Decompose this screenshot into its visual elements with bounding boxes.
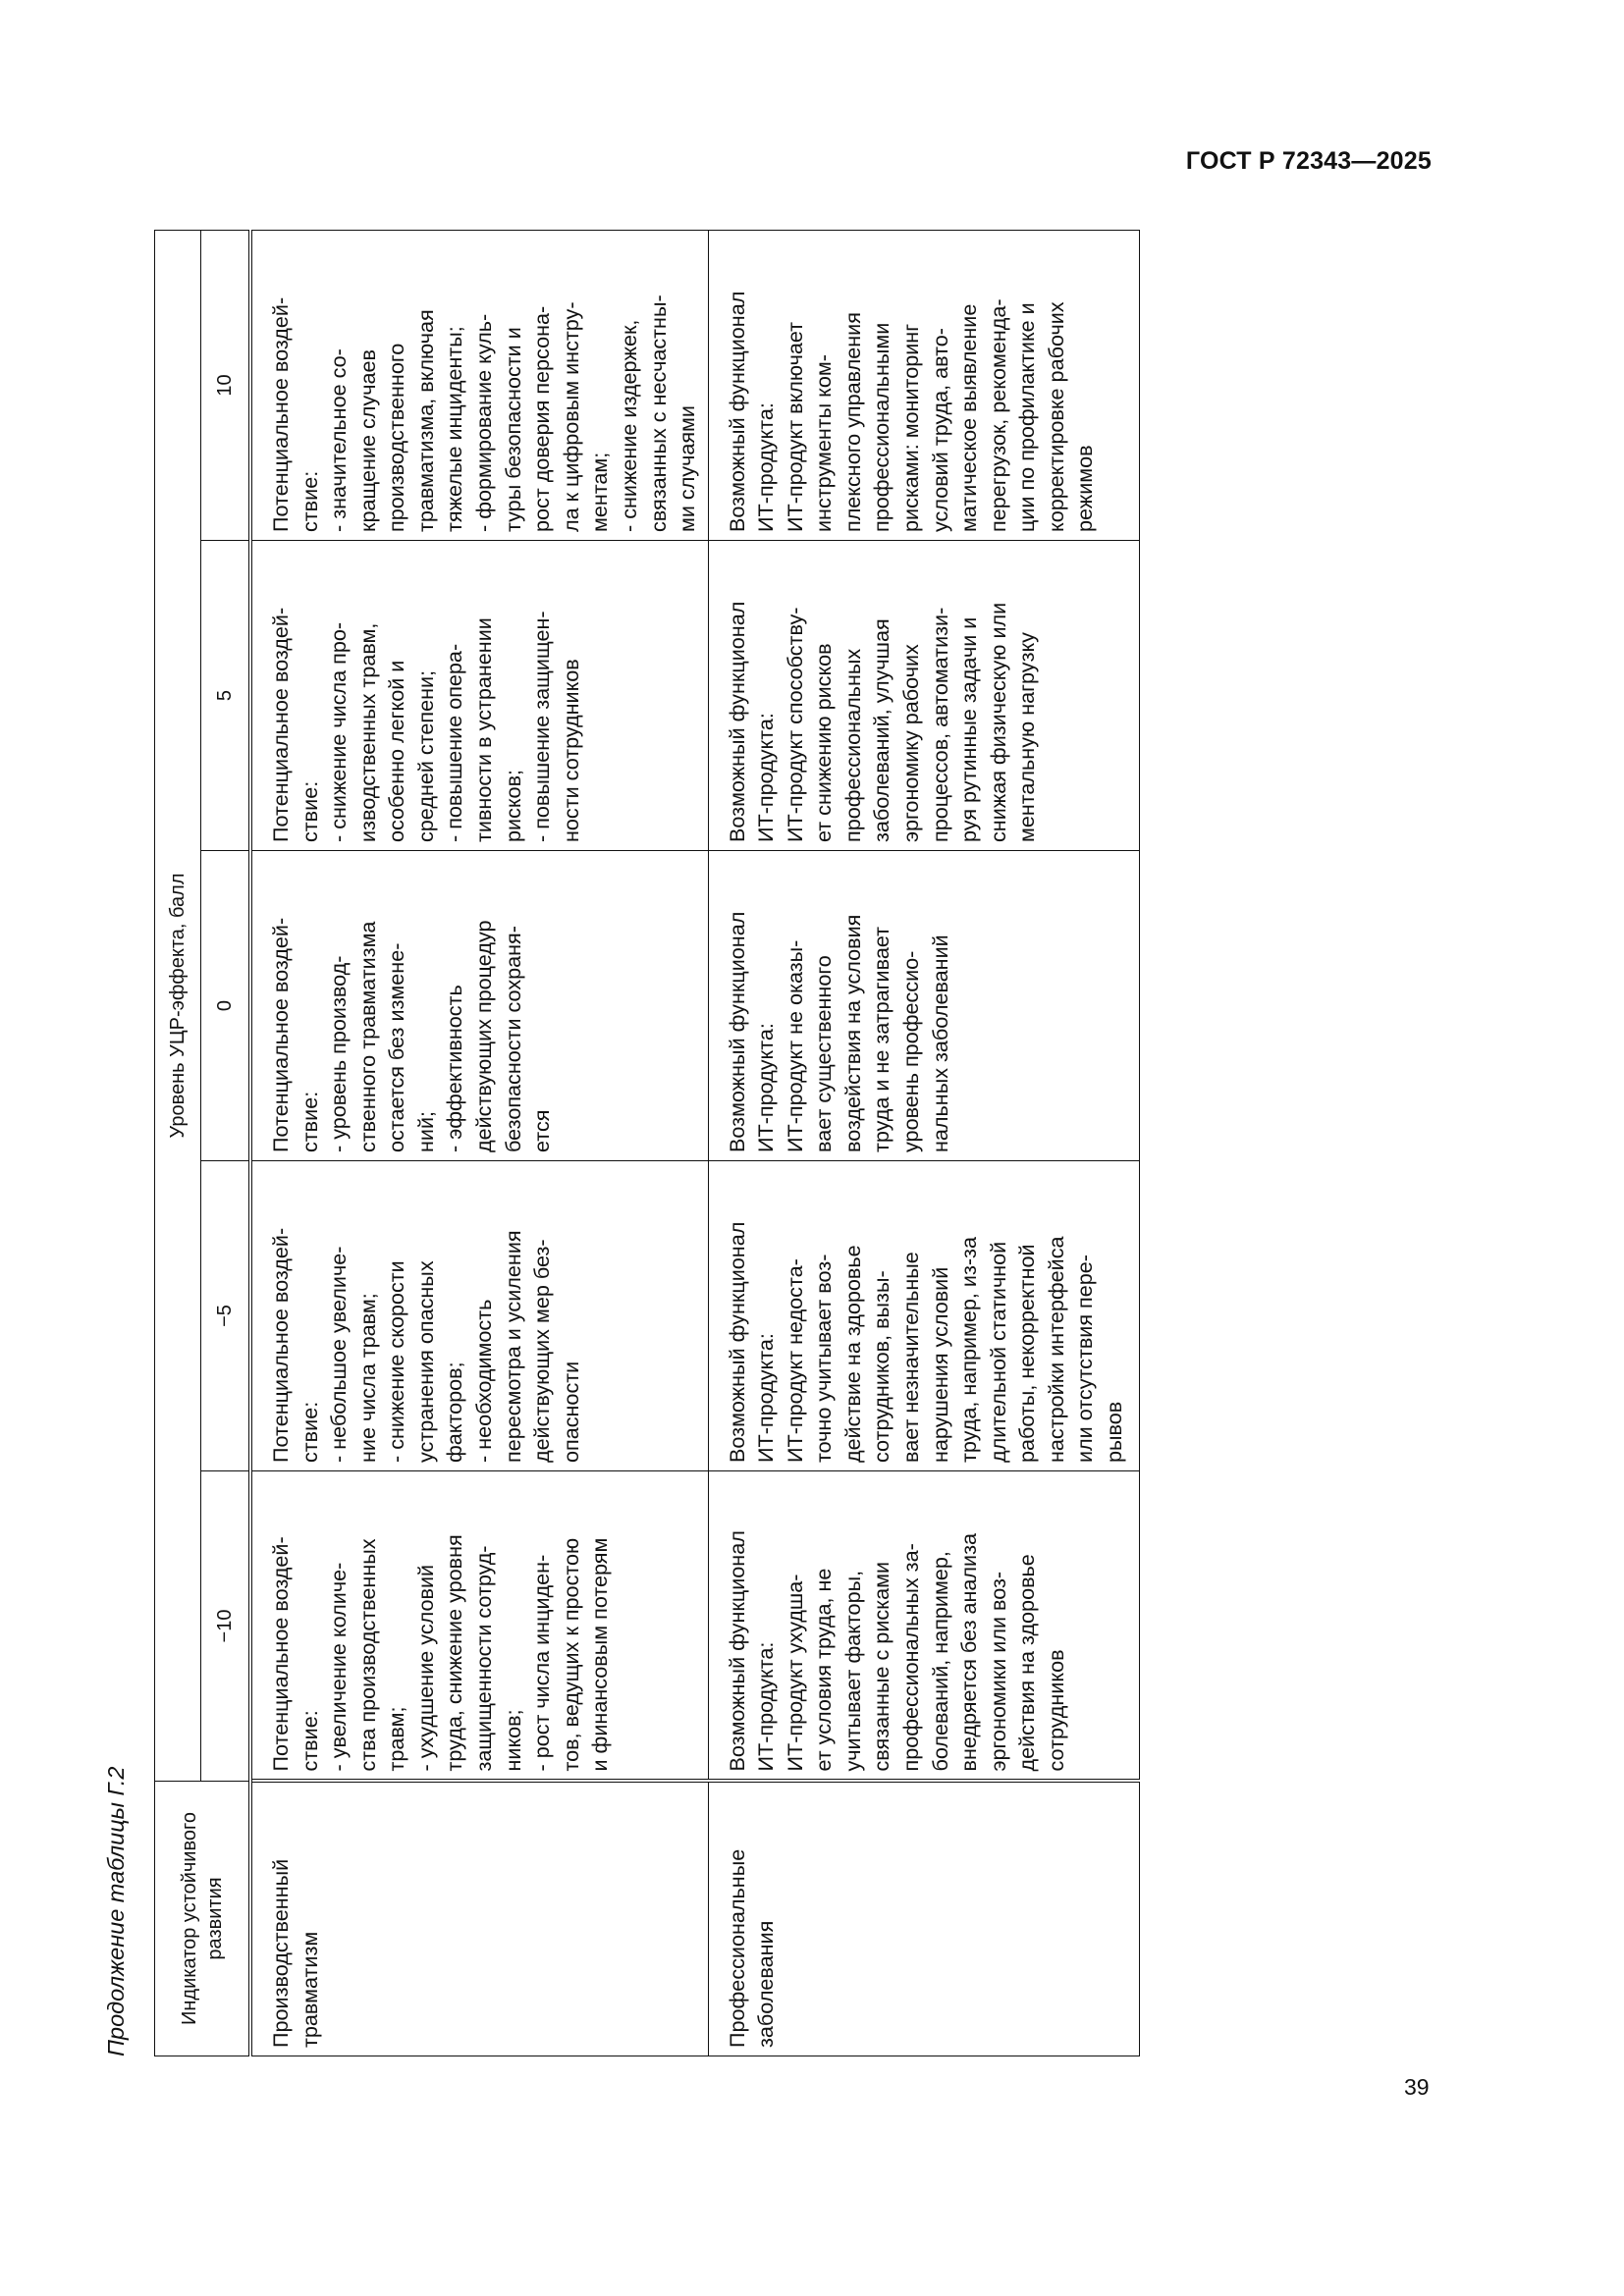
table-cell: Возможный функционал ИТ-продукта: ИТ-продукт не оказы- вает существенного воздействия на условия труда и не затрагивает уровень профессио- нальных заболеваний [708,851,1140,1161]
level-header: 10 [201,230,251,540]
table-caption: Продолжение таблицы Г.2 [103,1766,129,2056]
indicator-cell: Профессиональные заболевания [708,1782,1140,2056]
indicator-cell: Производственный травматизм [250,1782,708,2056]
level-header: 0 [201,851,251,1161]
table-cell: Возможный функционал ИТ-продукта: ИТ-продукт недоста- точно учитывает воз- действие на здоровье сотрудников, вызы- вает незначительные нарушения условий труда, например, из-за длительной статичной работы, некорректной настройки интерфейса или отсутствия пере- рывов [708,1161,1140,1471]
table-cell: Потенциальное воздей- ствие: - увеличение количе- ства производственных травм; - ухудшение условий труда, снижение уровня защищенности сотруд- ников; - рост числа инциден- тов, ведущих к простою и финансовым потерям [250,1471,708,1782]
table-cell: Потенциальное воздей- ствие: - небольшое увеличе- ние числа травм; - снижение скорости устранения опасных факторов; - необходимость пересмотра и усиления действующих мер без- опасности [250,1161,708,1471]
table-cell: Потенциальное воздей- ствие: - уровень производ- ственного травматизма остается без измене- ний; - эффективность действующих процедур безопасности сохраня- ется [250,851,708,1161]
document-header: ГОСТ Р 72343—2025 [1185,147,1432,175]
indicator-table [154,230,1140,2056]
indicator-column-header: Индикатор устойчивого развития [155,1782,251,2056]
table-cell: Возможный функционал ИТ-продукта: ИТ-продукт ухудша- ет условия труда, не учитывает факторы, связанные с рисками профессиональных за- болеваний, например, внедряется без анализа эргономики или воз- действия на здоровье сотрудников [708,1471,1140,1782]
table-cell: Возможный функционал ИТ-продукта: ИТ-продукт включает инструменты ком- плексного управления профессиональными рисками: мониторинг условий труда, авто- матическое выявление перегрузок, рекоменда- ции по профилактике и корректировке рабочих режимов [708,230,1140,540]
table-row [708,230,1140,2056]
level-header: −5 [201,1161,251,1471]
page-number: 39 [1404,2074,1430,2100]
level-header: 5 [201,541,251,851]
rotated-table-area [103,211,1150,2056]
table-cell: Потенциальное воздей- ствие: - снижение числа про- изводственных травм, особенно легкой и средней степени; - повышение опера- тивности в устранении рисков; - повышение защищен- ности сотрудников [250,541,708,851]
table-header-row [155,230,201,2056]
level-group-header: Уровень УЦР-эффекта, балл [155,230,201,1781]
table-cell: Потенциальное воздей- ствие: - значительное со- кращение случаев производственного травматизма, включая тяжелые инциденты; - формирование куль- туры безопасности и рост доверия персона- ла к цифровым инстру- ментам; - снижение издержек, связанных с несчастны- ми случаями [250,230,708,540]
table-cell: Возможный функционал ИТ-продукта: ИТ-продукт способству- ет снижению рисков профессиональных заболеваний, улучшая эргономику рабочих процессов, автоматизи- руя рутинные задачи и снижая физическую или ментальную нагрузку [708,541,1140,851]
table-row [250,230,708,2056]
level-header: −10 [201,1471,251,1782]
